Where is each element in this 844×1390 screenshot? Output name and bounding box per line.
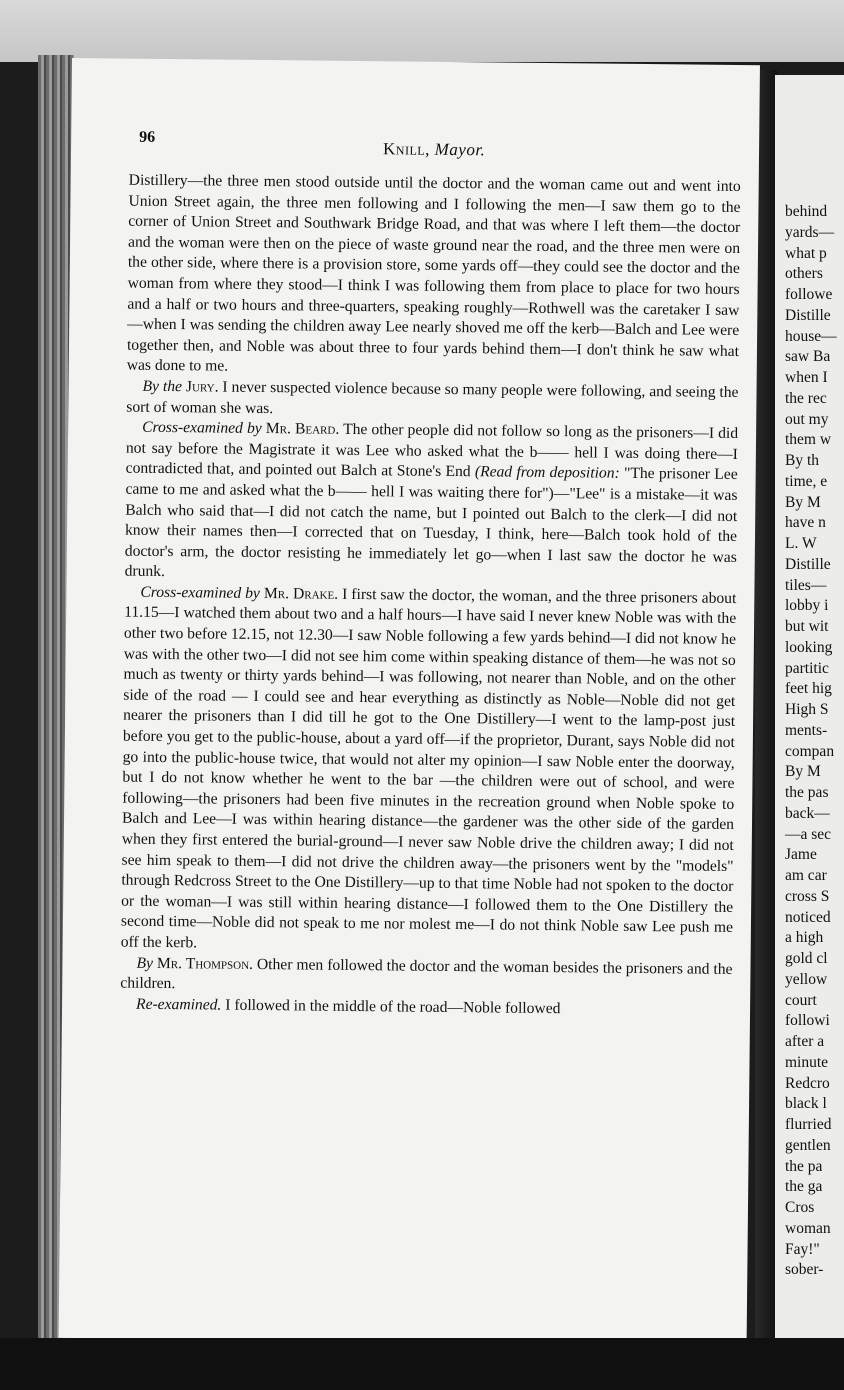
facing-page-line: ments- <box>785 721 828 739</box>
paragraph <box>120 953 732 1001</box>
facing-page-line: Cros <box>785 1199 815 1216</box>
paragraph-text: Distillery—the three men stood outside until the doctor and the woman came out and went into Union Street again, the three men following and I following the men—I saw them go to the corner of Union Street and Southwark Bridge Road, and that was where I left them—the doctor and the woman were then on the piece of waste ground near the road, and the three men were on the other side, where there is a provision store, some yards off—they could see the doctor and the woman from where they stood—I think I was following them from place to place for two hours and a half or two hours and three-quarters, speaking roughly—Rothwell was the caretaker I saw—when I was sending the children away Lee nearly shoved me off the kerb—Balch and Lee were together then, and Noble was about three to four yards behind them—I don't think he saw what was done to me. <box>126 171 741 375</box>
speaker-intro: Cross-examined by <box>140 583 260 602</box>
facing-page-line: lobby i <box>785 597 829 615</box>
facing-page-line: feet hig <box>785 680 832 698</box>
speaker-name: Mr. Beard. <box>265 420 340 438</box>
speaker-intro: Cross-examined by <box>142 418 262 438</box>
facing-page-line: By M <box>785 493 821 511</box>
facing-page-line: flurried <box>785 1116 832 1133</box>
paragraph <box>125 418 739 589</box>
facing-page-line: Distille <box>785 555 831 573</box>
facing-page-line: tiles— <box>785 576 827 594</box>
facing-page-line: saw Ba <box>785 348 831 366</box>
paragraph-text: I first saw the doctor, the woman, and the three prisoners about 11.15—I watched them about two and a half hours—I have said I never knew Noble was with the other two before 12.15, not 12.30—I saw Noble following a few yards behind—I did not know he was with the other two—I did not see him come within speaking distance of them—he was not so much as twenty or thirty yards behind—I was following, not nearer than Noble, and on the other side of the road — I could see and hear everything as distinctly as Noble—Noble did not get nearer the prisoners than I did till he got to the One Distillery—I went to the lamp-post just before you get to the public-house, about a yard off—if the proprietor, Durant, says Noble did not go into the public-house twice, that would not alter my opinion—I saw Noble enter the doorway, but I do not know whether he went to the bar —the children were out of school, and were following—the prisoners had been five minutes in the recreation ground when Noble spoke to Balch and Lee—I was within hearing distance—the gardener was the other side of the garden when they first entered the burial-ground—I never saw Noble drive the children away; I did not see him speak to them—I did not drive the children away—the prisoners went by the "models" through Redcross Street to the One Distillery—up to that time Noble had not spoken to the doctor or the woman—I was still within hearing distance—I followed them to the One Distillery the second time—Noble did not speak to me nor molest me—I do not think Noble saw Lee push me off the kerb. <box>120 585 737 952</box>
facing-page-line: court <box>785 991 817 1009</box>
page-number: 96 <box>139 128 156 146</box>
facing-page-line: L. W <box>785 535 817 552</box>
facing-page-line: gentlen <box>785 1136 831 1154</box>
facing-page-line: black l <box>785 1095 827 1113</box>
facing-page-line: sober- <box>785 1261 824 1279</box>
facing-page-line: yards— <box>785 223 835 241</box>
facing-page-line: gold cl <box>785 950 828 967</box>
facing-page-line: Fay!" <box>785 1240 820 1258</box>
facing-page-line: yellow <box>785 970 828 988</box>
facing-page-line: time, e <box>785 472 828 490</box>
facing-page-line: By th <box>785 452 820 469</box>
facing-page-line: but wit <box>785 618 829 635</box>
facing-page-line: when I <box>785 369 828 386</box>
paragraph-text: I never suspected violence because so many people were following, and seeing the sort of woman she was. <box>126 378 739 417</box>
facing-page-line: Redcro <box>785 1074 830 1092</box>
facing-page-line: —a sec <box>785 825 832 843</box>
facing-page-line: High S <box>785 701 829 718</box>
speaker-intro: By <box>136 954 154 972</box>
body-text <box>120 171 741 1022</box>
paragraph-text: Other men followed the doctor and the woman besides the prisoners and the children. <box>120 955 733 993</box>
facing-page-line: woman <box>785 1219 831 1237</box>
running-head-name: Knill, <box>382 139 431 159</box>
facing-page-line: the rec <box>785 389 827 407</box>
facing-page-line: out my <box>785 410 829 428</box>
paragraph <box>127 171 741 383</box>
facing-page-line: have n <box>785 514 826 532</box>
book-page <box>59 58 760 1345</box>
facing-page-line: followe <box>785 286 833 303</box>
paragraph <box>126 377 738 425</box>
speaker-name: Mr. Thompson. <box>156 954 254 973</box>
speaker-intro: By the <box>142 377 183 396</box>
facing-page-line: them w <box>785 431 832 449</box>
facing-page-line: minute <box>785 1053 829 1071</box>
facing-page-line: By M <box>785 763 821 781</box>
facing-page-line: a high <box>785 929 824 947</box>
deposition-note: (Read from deposition: <box>474 463 620 483</box>
facing-page-line: noticed <box>785 908 831 926</box>
facing-page-line: others <box>785 265 823 283</box>
facing-page-line: Jame <box>785 846 817 864</box>
facing-page-line: followi <box>785 1012 830 1030</box>
facing-page-line: partitic <box>785 659 829 677</box>
facing-page-fragment <box>775 75 844 1345</box>
facing-page-line: after a <box>785 1033 825 1050</box>
speaker-name: Jury. <box>185 378 219 396</box>
facing-page-line: behind <box>785 203 828 220</box>
facing-page-line: am car <box>785 867 827 884</box>
facing-page-line: house— <box>785 327 837 345</box>
book-gutter <box>755 70 777 1340</box>
running-head <box>383 139 486 160</box>
speaker-intro: Re-examined. <box>136 995 222 1014</box>
paragraph-text: The other people did not follow so long as the prisoners—I did not say before the Magistrate it was Lee who asked what the b—— hell I was doing there—I contradicted that, and pointed out Balch at Stone's End <box>125 420 739 481</box>
facing-page-line: what p <box>785 244 827 262</box>
facing-page-line: the pa <box>785 1157 823 1175</box>
facing-page-line: looking <box>785 638 833 656</box>
speaker-name: Mr. Drake. <box>263 584 339 603</box>
facing-page-line: cross S <box>785 887 830 905</box>
facing-page-line: the pas <box>785 784 829 801</box>
facing-page-line: the ga <box>785 1178 823 1196</box>
paragraph-text: I followed in the middle of the road—Noble followed <box>225 996 561 1017</box>
paragraph <box>121 582 737 959</box>
scan-bottom-margin <box>0 1338 844 1390</box>
facing-page-line: Distille <box>785 306 831 324</box>
running-head-title: Mayor. <box>434 139 486 160</box>
facing-page-line: compan <box>785 742 835 760</box>
facing-page-line: back— <box>785 804 830 822</box>
paragraph-text-continued: "The prisoner Lee came to me and asked what the b—— hell I was waiting there for")—"Lee" is a mistake—it was Balch who said that—I did not catch the name, but I pointed out Balch to the clerk—I did not know their names then—I corrected that on Tuesday, I think, here—Balch took hold of the doctor's arm, the doctor resisting he immediately let go—when I last saw the doctor he was drunk. <box>124 465 738 581</box>
scan-top-margin <box>0 0 844 62</box>
